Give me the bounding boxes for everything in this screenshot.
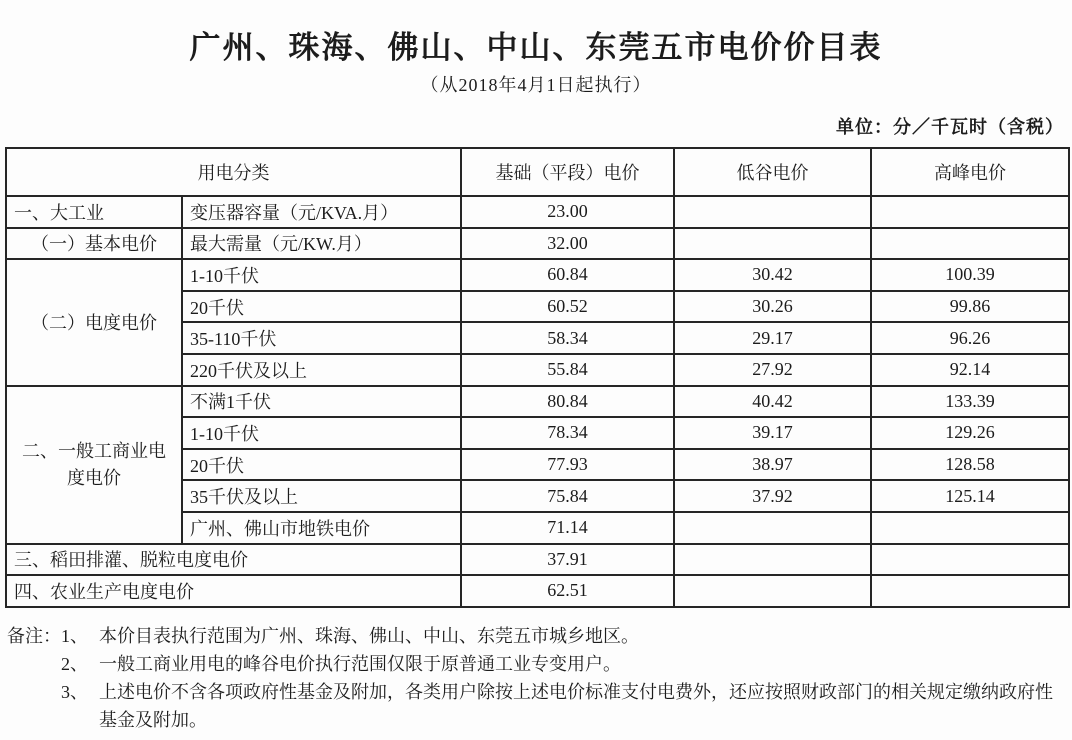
- unit-note: 单位：分／千瓦时（含税）: [836, 117, 1064, 137]
- table-row: [6, 228, 1069, 260]
- note-text: 上述电价不含各项政府性基金及附加，各类用户除按上述电价标准支付电费外，还应按照财政部门的相关规定缴纳政府性基金及附加。: [99, 681, 1053, 730]
- table-row: [6, 386, 1069, 418]
- category-cell: [6, 386, 182, 544]
- peak-price-cell: [871, 196, 1069, 228]
- notes-list: [61, 622, 1062, 734]
- base-price-cell: 78.34: [461, 417, 674, 449]
- valley-price-cell: 38.97: [674, 449, 871, 481]
- subcategory-cell: 220千伏及以上: [182, 354, 461, 386]
- peak-price-cell: 128.58: [871, 449, 1069, 481]
- peak-price-cell: [871, 544, 1069, 576]
- header-peak-price: 高峰电价: [871, 148, 1069, 196]
- base-price-cell: 60.52: [461, 291, 674, 323]
- valley-price-cell: [674, 544, 871, 576]
- valley-price-cell: [674, 512, 871, 544]
- header-category: 用电分类: [6, 148, 461, 196]
- subcategory-cell: 广州、佛山市地铁电价: [182, 512, 461, 544]
- valley-price-cell: 40.42: [674, 386, 871, 418]
- table-row: [6, 544, 1069, 576]
- peak-price-cell: 133.39: [871, 386, 1069, 418]
- category-cell: 一、大工业: [6, 196, 182, 228]
- base-price-cell: 37.91: [461, 544, 674, 576]
- note-number: 3、: [61, 681, 88, 702]
- subcategory-cell: 20千伏: [182, 449, 461, 481]
- note-text: 一般工商业用电的峰谷电价执行范围仅限于原普通工业专变用户。: [99, 653, 621, 674]
- note-item: [61, 678, 1062, 734]
- category-cell: （一）基本电价: [6, 228, 182, 260]
- table-row: [6, 575, 1069, 607]
- page-title: 广州、珠海、佛山、中山、东莞五市电价价目表: [189, 30, 883, 65]
- valley-price-cell: 39.17: [674, 417, 871, 449]
- header-base-price: 基础（平段）电价: [461, 148, 674, 196]
- peak-price-cell: 125.14: [871, 480, 1069, 512]
- base-price-cell: 80.84: [461, 386, 674, 418]
- notes-section: [7, 622, 1062, 734]
- base-price-cell: 62.51: [461, 575, 674, 607]
- document-page: [0, 22, 1072, 740]
- subcategory-cell: 变压器容量（元/KVA.月）: [182, 196, 461, 228]
- peak-price-cell: 129.26: [871, 417, 1069, 449]
- valley-price-cell: 27.92: [674, 354, 871, 386]
- category-cell: 三、稻田排灌、脱粒电度电价: [6, 544, 461, 576]
- note-number: 1、: [61, 625, 88, 646]
- category-line-2: 度电价: [67, 467, 121, 488]
- subcategory-cell: 35千伏及以上: [182, 480, 461, 512]
- base-price-cell: 55.84: [461, 354, 674, 386]
- base-price-cell: 23.00: [461, 196, 674, 228]
- base-price-cell: 71.14: [461, 512, 674, 544]
- subcategory-cell: 1-10千伏: [182, 259, 461, 291]
- subcategory-cell: 20千伏: [182, 291, 461, 323]
- base-price-cell: 75.84: [461, 480, 674, 512]
- peak-price-cell: 96.26: [871, 322, 1069, 354]
- valley-price-cell: [674, 228, 871, 260]
- peak-price-cell: 99.86: [871, 291, 1069, 323]
- price-table: [5, 147, 1070, 608]
- peak-price-cell: 92.14: [871, 354, 1069, 386]
- peak-price-cell: [871, 512, 1069, 544]
- valley-price-cell: 30.26: [674, 291, 871, 323]
- peak-price-cell: [871, 575, 1069, 607]
- valley-price-cell: [674, 575, 871, 607]
- peak-price-cell: [871, 228, 1069, 260]
- subcategory-cell: 1-10千伏: [182, 417, 461, 449]
- peak-price-cell: 100.39: [871, 259, 1069, 291]
- note-text: 本价目表执行范围为广州、珠海、佛山、中山、东莞五市城乡地区。: [99, 625, 639, 646]
- table-row: [6, 259, 1069, 291]
- category-line-1: 二、一般工商业电: [22, 441, 166, 462]
- table-header-row: [6, 148, 1069, 196]
- valley-price-cell: 30.42: [674, 259, 871, 291]
- subcategory-cell: 最大需量（元/KW.月）: [182, 228, 461, 260]
- notes-label: 备注：: [7, 625, 61, 646]
- base-price-cell: 32.00: [461, 228, 674, 260]
- note-item: [61, 622, 1062, 650]
- subcategory-cell: 35-110千伏: [182, 322, 461, 354]
- effective-date-subtitle: （从2018年4月1日起执行）: [420, 75, 652, 95]
- category-cell: 四、农业生产电度电价: [6, 575, 461, 607]
- header-valley-price: 低谷电价: [674, 148, 871, 196]
- note-item: [61, 650, 1062, 678]
- category-cell: （二）电度电价: [6, 259, 182, 385]
- base-price-cell: 60.84: [461, 259, 674, 291]
- valley-price-cell: 29.17: [674, 322, 871, 354]
- subcategory-cell: 不满1千伏: [182, 386, 461, 418]
- base-price-cell: 58.34: [461, 322, 674, 354]
- valley-price-cell: 37.92: [674, 480, 871, 512]
- base-price-cell: 77.93: [461, 449, 674, 481]
- table-row: [6, 196, 1069, 228]
- note-number: 2、: [61, 653, 88, 674]
- valley-price-cell: [674, 196, 871, 228]
